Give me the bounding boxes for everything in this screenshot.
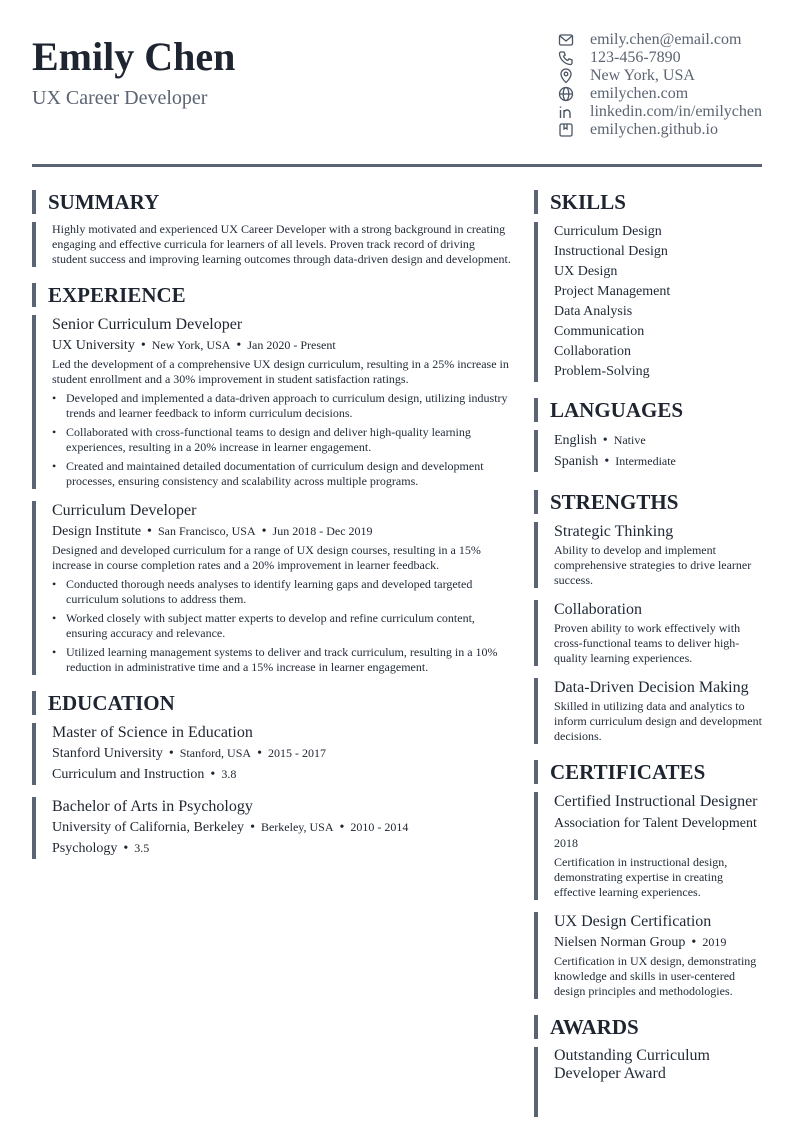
languages-heading: LANGUAGES [534,398,762,422]
strength-text: Proven ability to work effectively with cross-functional teams to deliver high-quality learning experiences. [554,621,741,665]
job-dates: Jun 2018 - Dec 2019 [272,524,373,538]
summary-section [32,222,512,267]
phone-icon [556,49,576,67]
certificate-year: 2018 [554,836,578,850]
strength-text: Skilled in utilizing data and analytics to inform curriculum design and development decisions. [554,699,762,743]
job-location: New York, USA [151,338,231,352]
strength-title: Collaboration [554,601,642,618]
certificate-year: 2019 [702,935,727,949]
job-title: Curriculum Developer [52,502,197,519]
summary-text: Highly motivated and experienced UX Career Developer with a strong background in creating engaging and effective curricula for learners of all levels. Proven track record of driving student success and improving learning outcomes through data-driven design and development. [52,222,511,266]
contact-location [556,67,776,85]
school-dates: 2010 - 2014 [350,820,409,834]
strengths-heading: STRENGTHS [534,490,762,514]
mail-icon [556,31,576,49]
skills-heading: SKILLS [534,190,762,214]
certificate-text: Certification in instructional design, demonstrating expertise in creating effective learning experiences. [554,855,728,899]
education-item [32,723,512,785]
field-meta: Psychology • 3.5 [52,841,150,856]
skill-item: Communication [554,324,645,339]
field-meta: Curriculum and Instruction • 3.8 [52,767,237,782]
job-bullet: • Utilized learning management systems to deliver and track curriculum, resulting in a 10% reduction in administrative time and a 15% increase in learner engagement. [52,645,512,675]
field-of-study: Curriculum and Instruction [52,767,205,782]
certificate-text: Certification in UX design, demonstrating knowledge and skills in user-centered design principles and methodologies. [554,954,757,998]
job-bullet: • Conducted thorough needs analyses to identify learning gaps and developed targeted curriculum solutions to address them. [52,577,512,607]
job-dates: Jan 2020 - Present [247,338,336,352]
gpa: 3.5 [134,841,150,855]
skills-list [534,222,762,382]
school-dates: 2015 - 2017 [267,746,326,760]
strength-item [534,678,762,744]
strength-text: Ability to develop and implement comprehensive strategies to drive learner success. [554,543,752,587]
school-name: University of California, Berkeley [52,820,245,835]
job-bullet: • Developed and implemented a data-driven approach to curriculum design, utilizing industry trends and learner feedback to inform curriculum decisions. [52,391,512,421]
candidate-title: UX Career Developer [32,87,208,109]
certificate-issuer: Association for Talent Development [554,816,757,831]
job-title: Senior Curriculum Developer [52,316,243,333]
header-divider [32,164,762,167]
contact-linkedin-text[interactable]: linkedin.com/in/emilychen [590,103,762,120]
certificate-title: Certified Instructional Designer [554,793,758,810]
resume-header [32,0,762,168]
job-meta: Design Institute • San Francisco, USA • Jun 2018 - Dec 2019 [52,524,373,539]
skill-item: Collaboration [554,344,631,359]
degree-title: Bachelor of Arts in Psychology [52,798,253,815]
skill-item: Problem-Solving [554,364,650,379]
contact-website-text[interactable]: emilychen.com [590,85,689,102]
language-level: Native [613,433,646,447]
candidate-name: Emily Chen [32,34,236,79]
language-name: Spanish [554,454,599,469]
job-org: UX University [52,338,135,353]
school-location: Stanford, USA [179,746,252,760]
contact-github-text[interactable]: emilychen.github.io [590,121,718,138]
skill-item: UX Design [554,264,618,279]
globe-icon [556,85,576,103]
summary-heading: SUMMARY [32,190,512,214]
job-org: Design Institute [52,524,142,539]
certificate-title: UX Design Certification [554,913,712,930]
certificates-heading: CERTIFICATES [534,760,762,784]
language-item: English • Native [554,433,646,448]
strength-item [534,522,762,588]
strength-title: Data-Driven Decision Making [554,679,749,696]
language-level: Intermediate [615,454,676,468]
strength-title: Strategic Thinking [554,523,674,540]
contact-website[interactable] [556,85,776,103]
job-description: Designed and developed curriculum for a range of UX design courses, resulting in a 15% increase in course completion rates and a 20% improvement in learner feedback. [52,543,481,572]
school-meta: University of California, Berkeley • Berkeley, USA • 2010 - 2014 [52,820,409,835]
job-description: Led the development of a comprehensive UX design curriculum, resulting in a 25% increase in student enrollment and a 30% improvement in student satisfaction ratings. [52,357,509,386]
degree-title: Master of Science in Education [52,724,253,741]
gpa: 3.8 [221,767,237,781]
school-name: Stanford University [52,746,163,761]
skill-item: Data Analysis [554,304,633,319]
field-of-study: Psychology [52,841,118,856]
skill-item: Project Management [554,284,671,299]
skill-item: Curriculum Design [554,224,662,239]
certificate-item [534,912,762,999]
award-item [534,1047,762,1117]
certificate-meta: Nielsen Norman Group • 2019 [554,935,727,950]
certificate-item [534,792,762,900]
job-meta: UX University • New York, USA • Jan 2020 - Present [52,338,336,353]
job-bullet: • Created and maintained detailed documentation of curriculum design and development processes, ensuring consistency and scalability across multiple programs. [52,459,512,489]
language-item: Spanish • Intermediate [554,454,676,469]
contact-linkedin[interactable] [556,103,776,121]
github-icon [556,121,576,139]
linkedin-icon [556,103,576,121]
skill-item: Instructional Design [554,244,668,259]
school-location: Berkeley, USA [260,820,334,834]
education-heading: EDUCATION [32,691,512,715]
experience-item [32,501,512,675]
strength-item [534,600,762,666]
experience-heading: EXPERIENCE [32,283,512,307]
job-bullets [52,391,512,489]
school-meta: Stanford University • Stanford, USA • 2015 - 2017 [52,746,326,761]
job-bullet: • Worked closely with subject matter experts to develop and refine curriculum content, ensuring accuracy and relevance. [52,611,512,641]
job-bullets [52,577,512,675]
experience-item [32,315,512,489]
right-column [534,190,762,1117]
contact-phone[interactable] [556,49,776,67]
contact-list [556,31,776,139]
awards-heading: AWARDS [534,1015,762,1039]
contact-email[interactable] [556,31,776,49]
certificate-issuer: Nielsen Norman Group [554,935,686,950]
job-location: San Francisco, USA [157,524,256,538]
languages-list [534,430,762,472]
contact-email-text[interactable]: emily.chen@email.com [590,31,742,48]
location-icon [556,67,576,85]
language-name: English [554,433,597,448]
job-bullet: • Collaborated with cross-functional teams to design and deliver high-quality learning experiences, resulting in a 20% increase in learner engagement. [52,425,512,455]
contact-github[interactable] [556,121,776,139]
left-column [32,190,512,859]
award-title: Outstanding Curriculum Developer Award [554,1047,710,1082]
contact-location-text: New York, USA [590,67,695,84]
education-item [32,797,512,859]
contact-phone-text[interactable]: 123-456-7890 [590,49,681,66]
